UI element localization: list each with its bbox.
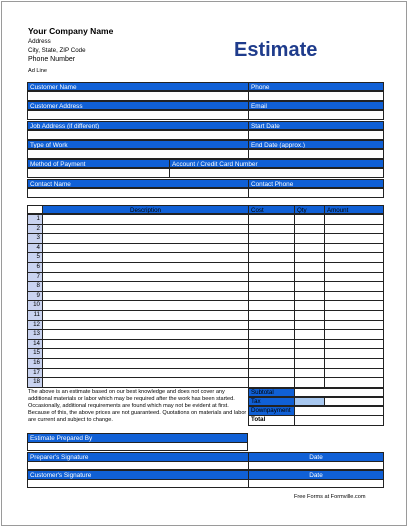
customer-field-label: Email: [248, 101, 384, 110]
customer-field-input[interactable]: [27, 149, 249, 159]
company-city-state-zip: City, State, ZIP Code: [28, 47, 86, 54]
qty-cell[interactable]: [294, 377, 325, 388]
customer-field-label: Type of Work: [27, 140, 249, 149]
customer-signature-label: Customer's Signature: [27, 470, 249, 480]
cost-cell[interactable]: [248, 377, 295, 388]
contact-name-label: Contact Name: [27, 179, 249, 188]
row-number: 3: [27, 233, 43, 244]
row-number: 17: [27, 368, 43, 379]
row-number: 1: [27, 214, 43, 225]
company-phone: Phone Number: [28, 56, 76, 63]
footer-credit: Free Forms at Formville.com: [294, 494, 366, 500]
company-ad-line: Ad Line: [28, 68, 47, 74]
row-number: 12: [27, 320, 43, 331]
prepared-by-field[interactable]: [27, 442, 248, 451]
company-address: Address: [28, 38, 51, 45]
tax-rate-field[interactable]: [294, 397, 325, 406]
preparer-signature-field[interactable]: [27, 461, 249, 470]
row-number: 9: [27, 291, 43, 302]
customer-date-label: Date: [248, 470, 384, 480]
company-name: Your Company Name: [28, 26, 114, 36]
subtotal-label: Subtotal: [248, 388, 295, 397]
customer-field-label: Job Address (if different): [27, 121, 249, 130]
contact-phone-label: Contact Phone: [248, 179, 384, 188]
description-header: Description: [42, 205, 249, 214]
disclaimer-text: The above is an estimate based on our best knowledge and does not cover any additional materials or labor which may be required after the work has been started. Occasionally, additional requirements are found which may not be evident at first. Because of this, the above prices are not guaranteed. Quotations on materials and labor are current and subject to change.: [28, 389, 247, 423]
customer-field-input[interactable]: [248, 130, 384, 140]
payment-method-label: Method of Payment: [27, 159, 170, 168]
preparer-date-label: Date: [248, 452, 384, 462]
preparer-date-field[interactable]: [248, 461, 384, 470]
row-number: 14: [27, 339, 43, 350]
customer-signature-field[interactable]: [27, 479, 249, 488]
row-number: 4: [27, 243, 43, 254]
account-number-label: Account / Credit Card Number: [169, 159, 384, 168]
customer-field-label: End Date (approx.): [248, 140, 384, 149]
amount-cell[interactable]: [324, 377, 384, 388]
customer-field-input[interactable]: [248, 149, 384, 159]
customer-field-label: Customer Address: [27, 101, 249, 110]
prepared-by-label: Estimate Prepared By: [27, 433, 248, 443]
description-cell[interactable]: [42, 377, 249, 388]
row-number-header: [27, 205, 43, 214]
tax-label: Tax: [248, 397, 295, 406]
amount-header: Amount: [324, 205, 384, 214]
subtotal-field[interactable]: [294, 388, 384, 397]
customer-field-input[interactable]: [27, 130, 249, 140]
customer-field-input[interactable]: [27, 110, 249, 120]
customer-date-field[interactable]: [248, 479, 384, 488]
customer-field-input[interactable]: [248, 110, 384, 120]
row-number: 18: [27, 377, 43, 388]
row-number: 10: [27, 300, 43, 311]
total-field[interactable]: [294, 415, 384, 426]
cost-header: Cost: [248, 205, 295, 214]
payment-method-field[interactable]: [27, 168, 170, 178]
contact-name-field[interactable]: [27, 188, 249, 198]
account-number-field[interactable]: [169, 168, 384, 178]
row-number: 15: [27, 348, 43, 359]
tax-amount-field[interactable]: [324, 397, 384, 406]
contact-phone-field[interactable]: [248, 188, 384, 198]
row-number: 5: [27, 252, 43, 263]
customer-field-input[interactable]: [27, 91, 249, 101]
row-number: 6: [27, 262, 43, 273]
row-number: 2: [27, 224, 43, 235]
row-number: 16: [27, 358, 43, 369]
customer-field-input[interactable]: [248, 91, 384, 101]
page-title: Estimate: [234, 39, 318, 61]
qty-header: Qty: [294, 205, 325, 214]
row-number: 8: [27, 281, 43, 292]
total-label: Total: [248, 415, 295, 426]
customer-field-label: Customer Name: [27, 82, 249, 91]
customer-field-label: Start Date: [248, 121, 384, 130]
downpayment-label: Downpayment: [248, 406, 295, 416]
row-number: 13: [27, 329, 43, 340]
preparer-signature-label: Preparer's Signature: [27, 452, 249, 462]
row-number: 7: [27, 272, 43, 283]
estimate-form: [1, 1, 407, 526]
customer-field-label: Phone: [248, 82, 384, 91]
row-number: 11: [27, 310, 43, 321]
